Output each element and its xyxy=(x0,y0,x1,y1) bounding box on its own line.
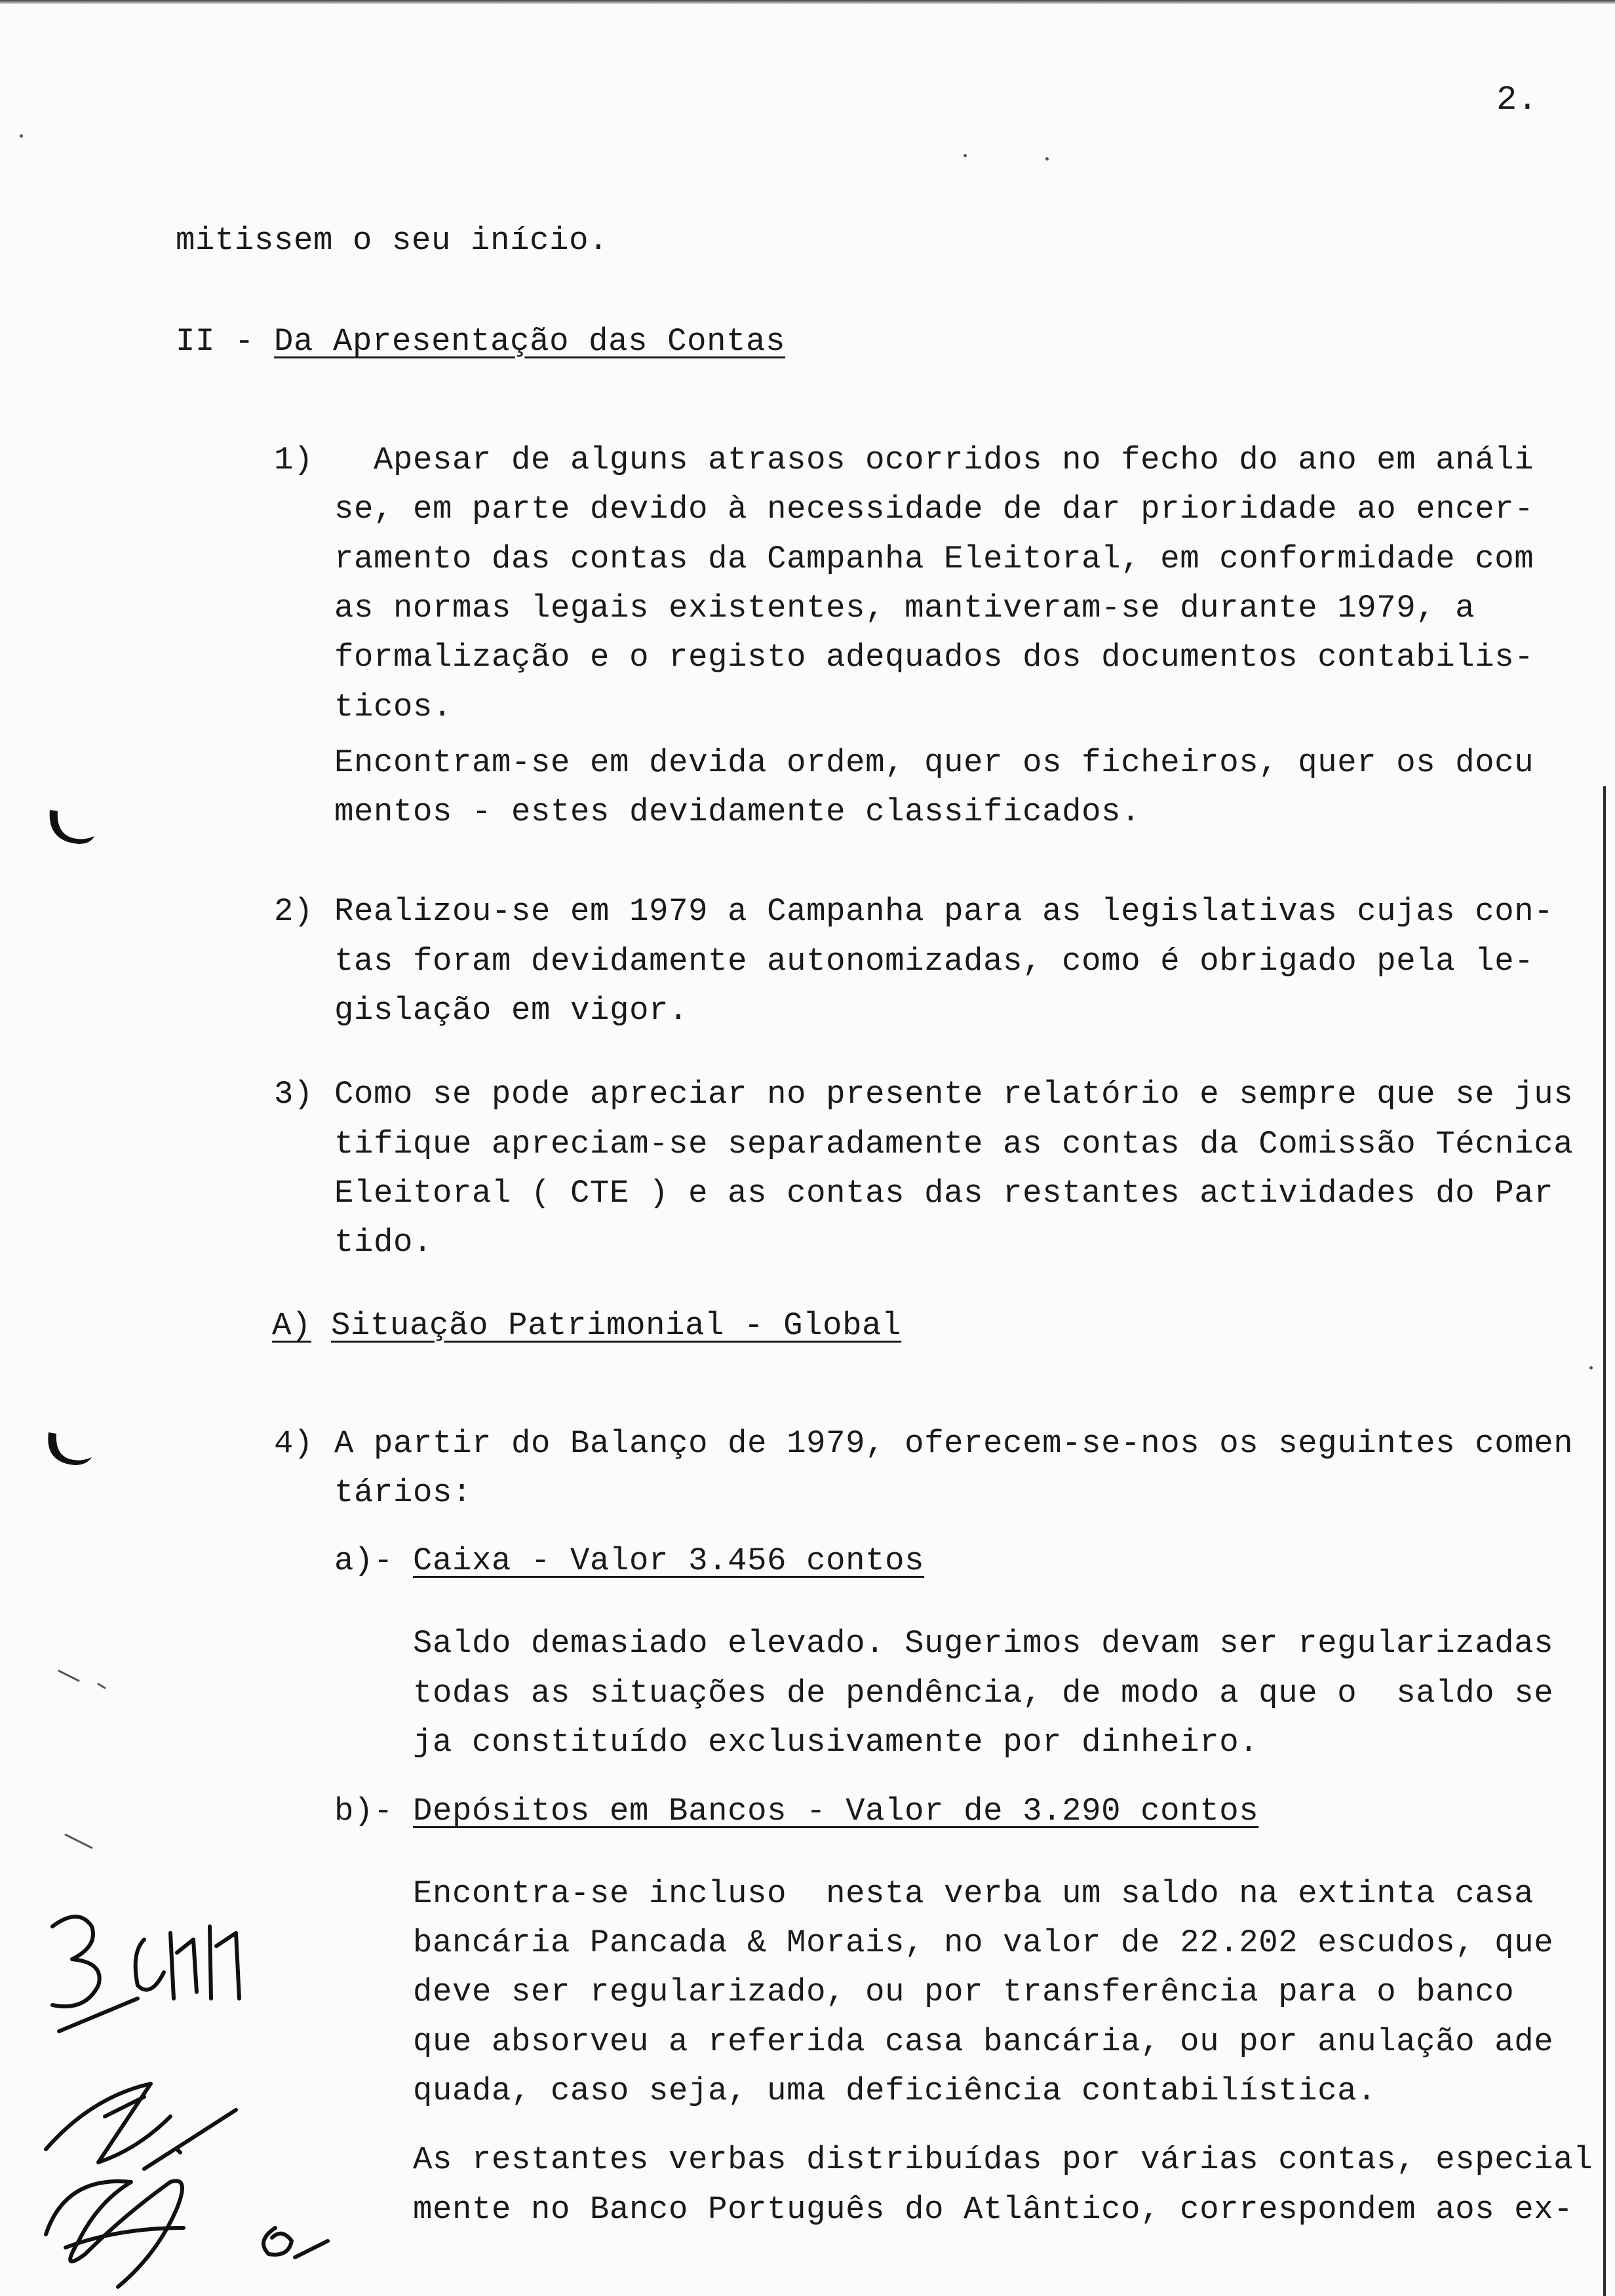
subsection-a-title: Situação Patrimonial - Global xyxy=(331,1307,902,1344)
item-3-number: 3) xyxy=(274,1076,314,1113)
item-2-line: Realizou-se em 1979 a Campanha para as legislativas cujas con- xyxy=(334,893,1554,930)
section-heading xyxy=(176,317,785,366)
sub-a-line: todas as situações de pendência, de modo a que o saldo se xyxy=(413,1675,1554,1712)
item-2-line: gislação em vigor. xyxy=(334,992,689,1029)
page-top-edge xyxy=(0,0,1615,4)
item-3-line: tido. xyxy=(334,1224,433,1261)
scan-speck xyxy=(1045,157,1049,161)
sub-a-line: Saldo demasiado elevado. Sugerimos devam ser regularizadas xyxy=(413,1625,1554,1662)
page-number: 2. xyxy=(1496,81,1538,119)
margin-tick-marks xyxy=(52,1664,131,1861)
sub-b-line: que absorveu a referida casa bancária, ou por anulação ade xyxy=(413,2023,1554,2060)
item-4-number: 4) xyxy=(274,1425,314,1462)
handwritten-initials xyxy=(39,1900,406,2293)
item-1-line: as normas legais existentes, mantiveram-se durante 1979, a xyxy=(334,590,1475,626)
sub-b-line: quada, caso seja, uma deficiência contabilística. xyxy=(413,2073,1377,2109)
scan-speck xyxy=(20,134,23,138)
sub-b-line: bancária Pancada & Morais, no valor de 22.202 escudos, que xyxy=(413,1924,1554,1961)
item-4-line: tários: xyxy=(334,1474,473,1511)
item-1-line: mentos - estes devidamente classificados. xyxy=(334,794,1141,830)
sub-b-label: b)- xyxy=(334,1793,394,1829)
sub-a-title: Caixa - Valor 3.456 contos xyxy=(413,1542,925,1579)
sub-b-line: deve ser regularizado, ou por transferência para o banco xyxy=(413,1974,1515,2010)
item-1-line: Encontram-se em devida ordem, quer os ficheiros, quer os docu xyxy=(334,744,1534,781)
sub-b-title: Depósitos em Bancos - Valor de 3.290 contos xyxy=(413,1793,1259,1829)
item-3-line: tifique apreciam-se separadamente as contas da Comissão Técnica xyxy=(334,1126,1574,1162)
sub-a-line: ja constituído exclusivamente por dinheiro. xyxy=(413,1724,1259,1761)
item-1-line: ticos. xyxy=(334,689,453,725)
item-1-number: 1) xyxy=(274,442,314,478)
item-1-line: ramento das contas da Campanha Eleitoral, em conformidade com xyxy=(334,541,1534,577)
margin-crescent-mark xyxy=(42,1423,94,1476)
margin-crescent-mark xyxy=(45,801,97,853)
page-right-edge xyxy=(1603,786,1606,2296)
item-3-line: Eleitoral ( CTE ) e as contas das restantes actividades do Par xyxy=(334,1175,1554,1212)
item-2-number: 2) xyxy=(274,893,314,930)
sub-a-label: a)- xyxy=(334,1542,394,1579)
section-heading-prefix: II - xyxy=(176,323,275,360)
sub-b-continuation-line: As restantes verbas distribuídas por várias contas, especial xyxy=(413,2141,1593,2178)
intro-line: mitissem o seu início. xyxy=(176,222,609,259)
section-heading-title: Da Apresentação das Contas xyxy=(274,323,786,360)
sub-b-line: Encontra-se incluso nesta verba um saldo na extinta casa xyxy=(413,1875,1534,1912)
scan-speck xyxy=(963,154,967,157)
item-1-line: Apesar de alguns atrasos ocorridos no fecho do ano em análi xyxy=(374,442,1534,478)
item-1-line: formalização e o registo adequados dos documentos contabilis- xyxy=(334,639,1534,676)
item-3-line: Como se pode apreciar no presente relatório e sempre que se jus xyxy=(334,1076,1574,1113)
item-1-line: se, em parte devido à necessidade de dar prioridade ao encer- xyxy=(334,491,1534,527)
item-4-line: A partir do Balanço de 1979, oferecem-se-nos os seguintes comen xyxy=(334,1425,1574,1462)
subsection-a-letter: A) xyxy=(272,1307,312,1344)
subsection-a-heading xyxy=(272,1301,901,1350)
sub-b-continuation-line: mente no Banco Português do Atlântico, correspondem aos ex- xyxy=(413,2191,1574,2228)
scan-speck xyxy=(1589,1366,1593,1369)
item-2-line: tas foram devidamente autonomizadas, como é obrigado pela le- xyxy=(334,943,1534,980)
